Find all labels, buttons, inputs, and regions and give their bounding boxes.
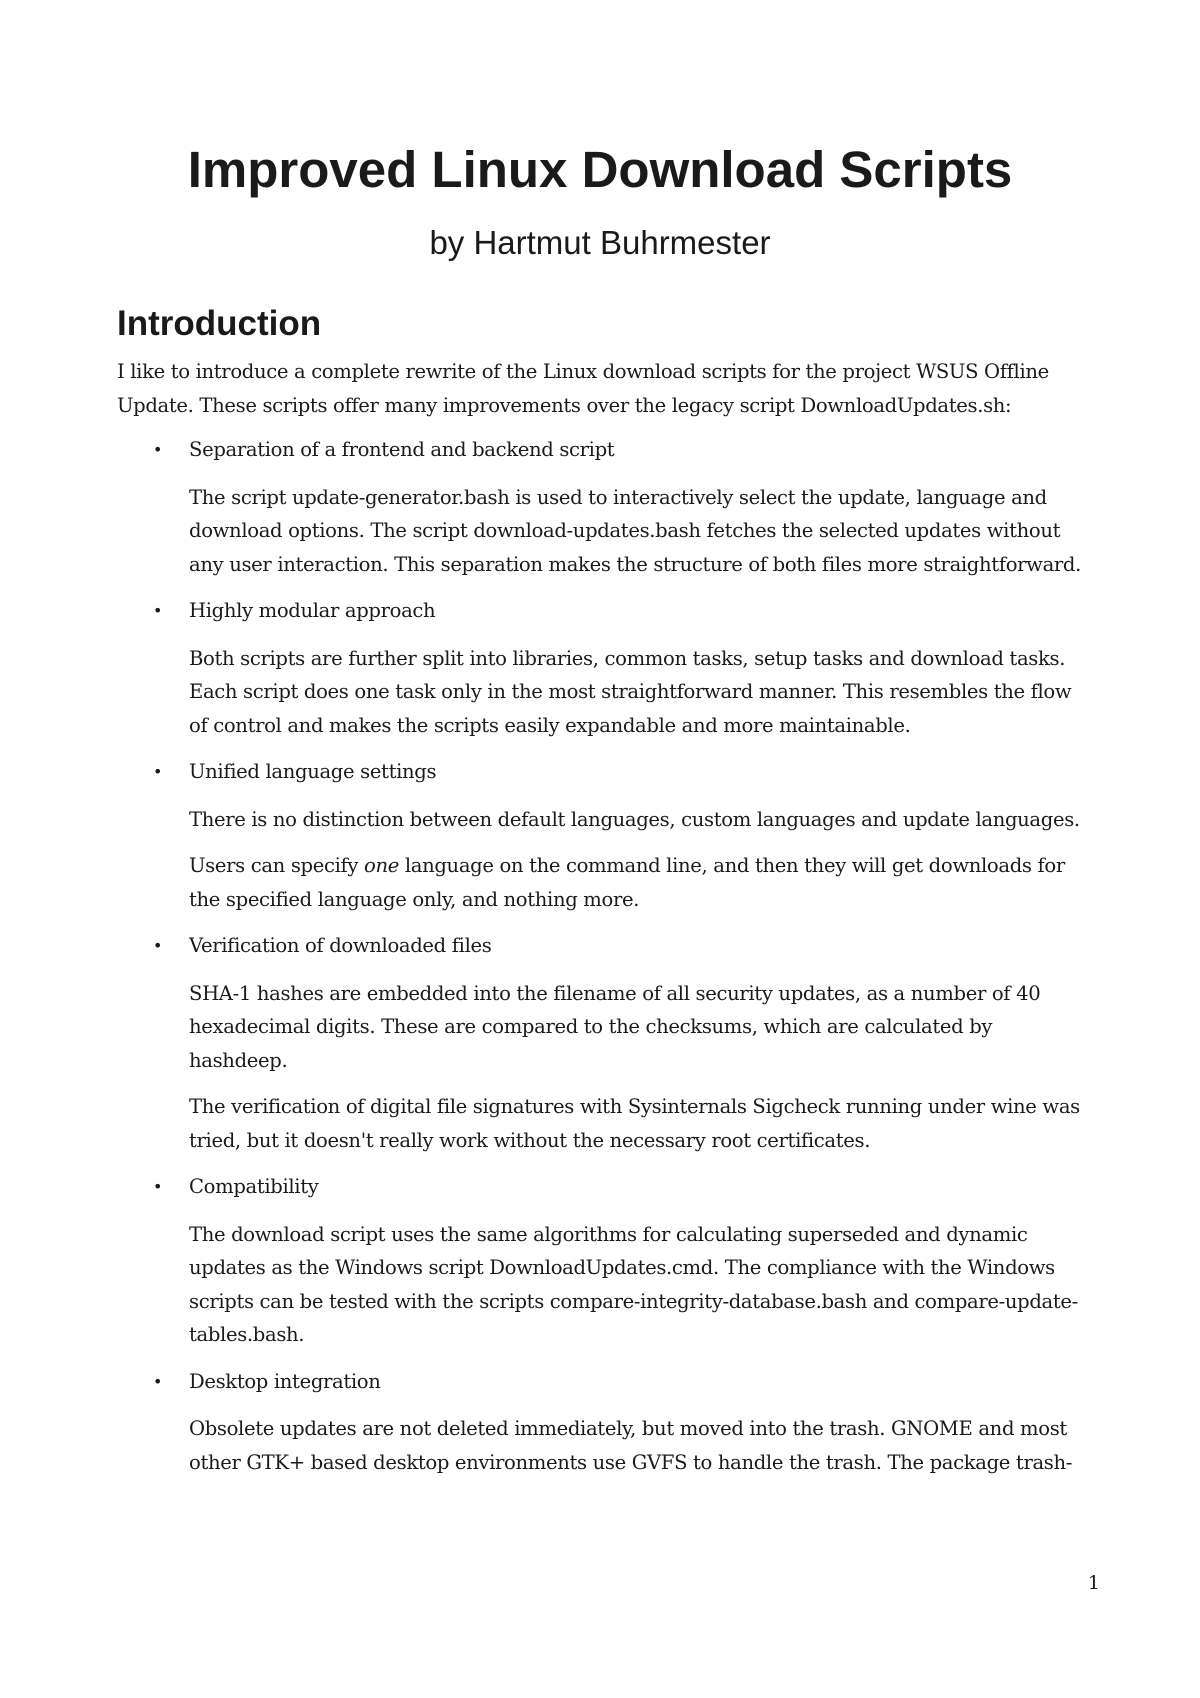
feature-description: Obsolete updates are not deleted immediately, but moved into the trash. GNOME and most other GTK+ based desktop environments use GVFS to handle the trash. The package trash- xyxy=(189,1417,1073,1474)
list-item xyxy=(117,755,1092,916)
list-item xyxy=(117,433,1092,581)
text-run: Users can specify xyxy=(189,854,364,877)
document-body xyxy=(117,300,1092,1492)
text-run: language on the command line, and then they will get downloads for the specified language only, and nothing more. xyxy=(189,854,1065,911)
bullet-icon: • xyxy=(153,1177,163,1196)
feature-title: Highly modular approach xyxy=(189,599,436,622)
page-number: 1 xyxy=(1087,1572,1100,1594)
bullet-icon: • xyxy=(153,601,163,620)
feature-description: SHA-1 hashes are embedded into the filename of all security updates, as a number of 40 hexadecimal digits. These are compared to the checksums, which are calculated by hashdeep. xyxy=(189,981,1041,1072)
feature-description: The script update-generator.bash is used to interactively select the update, language and download options. The script download-updates.bash fetches the selected updates without any user interaction. This separation makes the structure of both files more straightforward. xyxy=(189,485,1082,576)
feature-list xyxy=(117,433,1092,1479)
emphasis-text: one xyxy=(364,854,399,877)
feature-title: Verification of downloaded files xyxy=(189,934,492,957)
document-author: by Hartmut Buhrmester xyxy=(429,224,771,261)
feature-description-extra xyxy=(189,849,1092,916)
feature-description: There is no distinction between default languages, custom languages and update languages. xyxy=(189,807,1080,831)
feature-title: Separation of a frontend and backend script xyxy=(189,438,615,461)
list-item xyxy=(117,929,1092,1157)
bullet-icon: • xyxy=(153,1371,163,1391)
list-item xyxy=(117,594,1092,742)
document-title: Improved Linux Download Scripts xyxy=(187,141,1013,198)
feature-title: Unified language settings xyxy=(189,760,437,783)
feature-title: Compatibility xyxy=(189,1175,319,1198)
section-heading-introduction: Introduction xyxy=(117,304,322,343)
intro-paragraph: I like to introduce a complete rewrite of the Linux download scripts for the project WSUS Offline Update. These scripts offer many improvements over the legacy script DownloadUpdates.sh: xyxy=(117,360,1049,417)
feature-description: The download script uses the same algorithms for calculating superseded and dynamic updates as the Windows script DownloadUpdates.cmd. The compliance with the Windows scripts can be tested with the scripts compare-integrity-database.bash and compare-update-tables.bash. xyxy=(189,1222,1078,1346)
bullet-icon: • xyxy=(153,762,163,781)
feature-description: Both scripts are further split into libraries, common tasks, setup tasks and download tasks. Each script does one task only in the most straightforward manner. This resembles the flow of control and makes the scripts easily expandable and more maintainable. xyxy=(189,646,1072,737)
bullet-icon: • xyxy=(153,936,163,955)
bullet-icon: • xyxy=(153,440,163,459)
list-item xyxy=(117,1170,1092,1352)
list-item xyxy=(117,1365,1092,1480)
feature-title: Desktop integration xyxy=(189,1369,381,1393)
feature-description-extra: The verification of digital file signatures with Sysinternals Sigcheck running under wine was tried, but it doesn't really work without the necessary root certificates. xyxy=(189,1095,1080,1152)
